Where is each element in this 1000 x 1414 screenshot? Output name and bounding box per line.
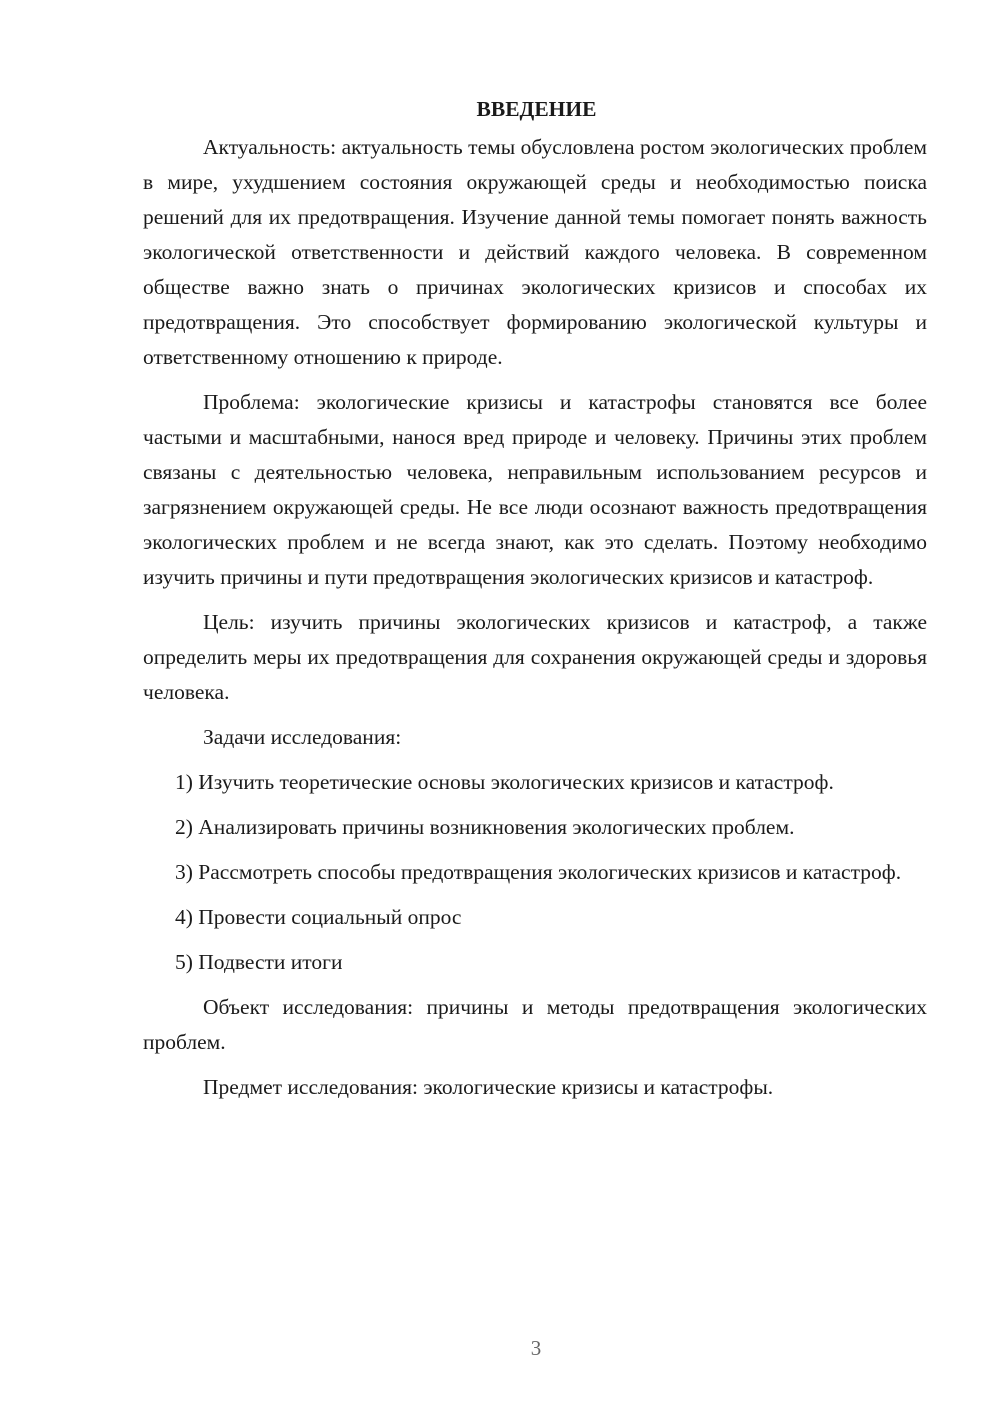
- subject-paragraph: Предмет исследования: экологические кризисы и катастрофы.: [203, 1075, 774, 1099]
- task-item: 4) Провести социальный опрос: [175, 905, 462, 929]
- task-item: 5) Подвести итоги: [175, 950, 343, 974]
- page-content: [143, 92, 927, 1105]
- task-item: 1) Изучить теоретические основы экологических кризисов и катастроф.: [175, 770, 834, 794]
- task-item: 3) Рассмотреть способы предотвращения экологических кризисов и катастроф.: [175, 860, 902, 884]
- relevance-paragraph: Актуальность: актуальность темы обусловлена ростом экологических проблем в мире, ухудшением состояния окружающей среды и необходимостью поиска решений для их предотвращения. Изучение данной темы помогает понять важность экологической ответственности и действий каждого человека. В современном обществе важно знать о причинах экологических кризисов и способах их предотвращения. Это способствует формированию экологической культуры и ответственному отношению к природе.: [143, 135, 927, 369]
- tasks-heading: Задачи исследования:: [203, 725, 402, 749]
- task-item: 2) Анализировать причины возникновения экологических проблем.: [175, 815, 795, 839]
- page-number: 3: [530, 1336, 542, 1360]
- object-paragraph: Объект исследования: причины и методы предотвращения экологических проблем.: [143, 995, 927, 1054]
- page-title: ВВЕДЕНИЕ: [476, 97, 597, 121]
- goal-paragraph: Цель: изучить причины экологических кризисов и катастроф, а также определить меры их предотвращения для сохранения окружающей среды и здоровья человека.: [143, 610, 927, 704]
- problem-paragraph: Проблема: экологические кризисы и катастрофы становятся все более частыми и масштабными, нанося вред природе и человеку. Причины этих проблем связаны с деятельностью человека, неправильным использованием ресурсов и загрязнением окружающей среды. Не все люди осознают важность предотвращения экологических проблем и не всегда знают, как это сделать. Поэтому необходимо изучить причины и пути предотвращения экологических кризисов и катастроф.: [143, 390, 927, 589]
